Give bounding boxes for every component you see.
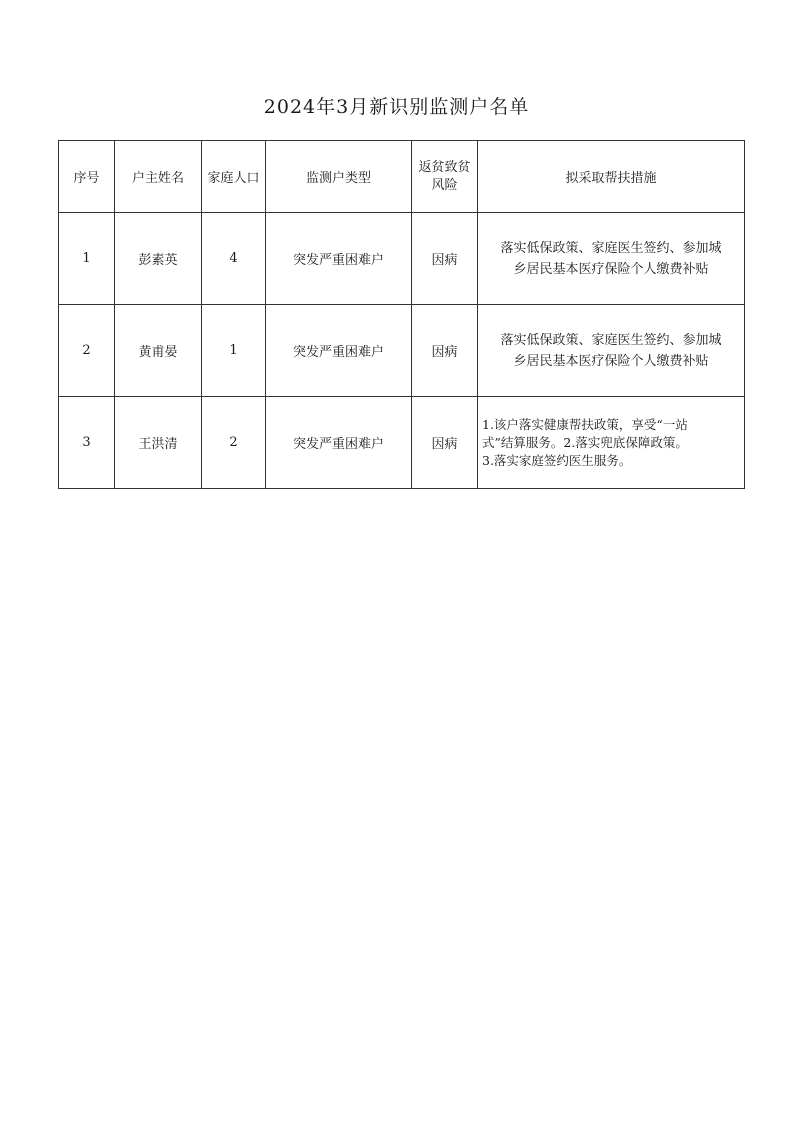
measures-line: 乡居民基本医疗保险个人缴费补贴: [513, 261, 709, 277]
header-name: 户主姓名: [115, 141, 202, 213]
cell-seq: 3: [59, 397, 115, 489]
table-header-row: [59, 141, 745, 213]
table-row: [59, 305, 745, 397]
cell-name: 黄甫晏: [115, 305, 202, 397]
header-seq: 序号: [59, 141, 115, 213]
table-row: [59, 397, 745, 489]
cell-risk: 因病: [412, 397, 478, 489]
cell-measures: [478, 305, 745, 397]
cell-type: 突发严重困难户: [266, 305, 412, 397]
measures-line: 3.落实家庭签约医生服务。: [482, 452, 632, 468]
header-risk-line2: 风险: [431, 177, 458, 193]
cell-measures: [478, 213, 745, 305]
header-type: 监测户类型: [266, 141, 412, 213]
measures-line: 乡居民基本医疗保险个人缴费补贴: [513, 353, 709, 369]
monitoring-household-table: [58, 140, 745, 489]
cell-risk: 因病: [412, 305, 478, 397]
header-risk: [412, 141, 478, 213]
page-title: 2024年3月新识别监测户名单: [263, 96, 530, 118]
header-risk-line1: 返贫致贫: [418, 159, 471, 175]
measures-line: 式”结算服务。2.落实兜底保障政策。: [482, 434, 688, 450]
measures-line: 落实低保政策、家庭医生签约、参加城: [500, 332, 722, 348]
cell-risk: 因病: [412, 213, 478, 305]
cell-members: 4: [202, 213, 266, 305]
measures-line: 落实低保政策、家庭医生签约、参加城: [500, 240, 722, 256]
cell-type: 突发严重困难户: [266, 213, 412, 305]
header-members: 家庭人口: [202, 141, 266, 213]
header-measures: 拟采取帮扶措施: [478, 141, 745, 213]
cell-members: 2: [202, 397, 266, 489]
cell-type: 突发严重困难户: [266, 397, 412, 489]
cell-name: 王洪清: [115, 397, 202, 489]
table-row: [59, 213, 745, 305]
measures-line: 1.该户落实健康帮扶政策，享受“一站: [482, 416, 688, 432]
cell-members: 1: [202, 305, 266, 397]
cell-name: 彭素英: [115, 213, 202, 305]
cell-seq: 1: [59, 213, 115, 305]
cell-seq: 2: [59, 305, 115, 397]
cell-measures: [478, 397, 745, 489]
